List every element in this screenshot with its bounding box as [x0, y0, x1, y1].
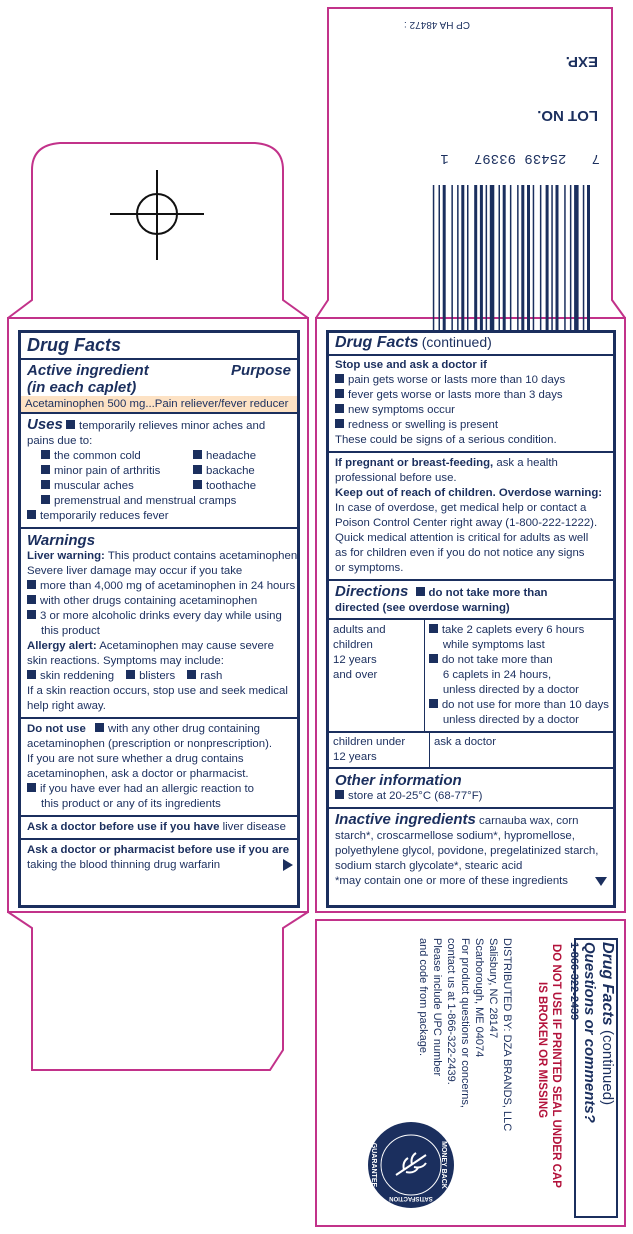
liver-warning-text: This product contains acetaminophen. — [107, 550, 301, 562]
uses-heading: Uses — [27, 416, 63, 433]
liver-bullet: 3 or more alcoholic drinks every day while using — [40, 610, 282, 622]
allergy-after-2: help right away. — [27, 700, 106, 712]
bullet-icon — [335, 404, 344, 413]
adults-direction: 6 caplets in 24 hours, — [442, 669, 552, 681]
registration-mark-icon — [108, 168, 208, 268]
adults-label: and over — [333, 669, 378, 681]
allergy-item: rash — [200, 670, 223, 682]
barcode-bar — [451, 185, 453, 350]
directions-text-2: directed (see overdose warning) — [335, 602, 510, 614]
seal-warning-2: IS BROKEN OR MISSING — [536, 982, 548, 1119]
overdose-line: Poison Control Center right away (1-800-222-1222). — [335, 517, 598, 529]
bullet-icon — [66, 420, 75, 429]
panel-title: Drug Facts — [27, 335, 122, 355]
stop-after: These could be signs of a serious condition. — [335, 434, 557, 446]
barcode-area — [330, 10, 610, 210]
bullet-icon — [41, 465, 50, 474]
pregnant-text-2: professional before use. — [335, 472, 457, 484]
barcode-bar — [467, 185, 469, 350]
bullet-icon — [429, 654, 438, 663]
liver-bullet: with other drugs containing acetaminophen — [40, 595, 258, 607]
lot-label: LOT NO. — [537, 107, 598, 124]
stop-item: new symptoms occur — [348, 404, 455, 416]
uses-item: headache — [206, 450, 257, 462]
barcode-bar — [527, 185, 530, 350]
barcode-digits: 7 25439 93397 1 — [440, 150, 600, 166]
bullet-icon — [27, 595, 36, 604]
distributor-line: contact us at 1-866-322-2439. — [445, 938, 457, 1085]
liver-bullet-cont: this product — [41, 625, 100, 637]
other-info-item: store at 20-25°C (68-77°F) — [348, 790, 483, 802]
warnings-heading: Warnings — [27, 532, 96, 549]
barcode-bar — [546, 185, 549, 350]
directions-heading: Directions — [335, 583, 409, 600]
barcode-bar — [583, 185, 585, 350]
pregnant-label: If pregnant or breast-feeding, — [335, 457, 494, 469]
uses-item: muscular aches — [54, 480, 134, 492]
children-direction: ask a doctor — [434, 736, 497, 748]
barcode-bar — [480, 185, 483, 350]
stop-item: fever gets worse or lasts more than 3 days — [348, 389, 563, 401]
barcode-bar — [574, 185, 579, 350]
uses-intro-2: pains due to: — [27, 435, 93, 447]
uses-intro: temporarily relieves minor aches and — [79, 420, 266, 432]
bullet-icon — [41, 450, 50, 459]
distributor-line: Please include UPC number — [431, 938, 443, 1077]
barcode-bar — [556, 185, 559, 350]
bullet-icon — [187, 670, 196, 679]
distributor-line: Salisbury, NC 28147 — [487, 938, 499, 1039]
questions-heading: Questions or comments? — [581, 942, 598, 1123]
uses-item: toothache — [206, 480, 257, 492]
pregnant-text: ask a health — [496, 457, 558, 469]
badge-text-side: SATISFACTION — [389, 1195, 433, 1201]
children-label: 12 years — [333, 751, 377, 763]
adults-direction: unless directed by a doctor — [442, 684, 579, 696]
bullet-icon — [126, 670, 135, 679]
allergy-alert-label: Allergy alert: — [27, 640, 97, 652]
other-info-heading: Other information — [335, 772, 462, 789]
barcode-bar — [433, 185, 435, 350]
stop-item: pain gets worse or lasts more than 10 days — [348, 374, 566, 386]
barcode-bar — [474, 185, 477, 350]
distributor-line: Scarborough, ME 04074 — [473, 938, 485, 1058]
exp-label: EXP. — [565, 53, 598, 70]
phone-number: 1-866-322-2439 — [568, 942, 580, 1021]
barcode-icon — [380, 180, 590, 350]
bullet-icon — [193, 465, 202, 474]
allergy-alert-text-2: skin reactions. Symptoms may include: — [27, 655, 224, 667]
directions-text: do not take more than — [428, 587, 548, 599]
adults-direction: take 2 caplets every 6 hours — [441, 624, 585, 636]
uses-item: backache — [206, 465, 255, 477]
money-back-guarantee-badge — [366, 1120, 456, 1210]
bottom-title-cont: (continued) — [599, 1030, 616, 1106]
adults-direction: while symptoms last — [442, 639, 545, 651]
bullet-icon — [41, 480, 50, 489]
do-not-use-line: acetaminophen, ask a doctor or pharmacist. — [27, 768, 249, 780]
barcode-bar — [533, 185, 535, 350]
adults-direction: do not use for more than 10 days — [441, 699, 609, 711]
liver-bullet: more than 4,000 mg of acetaminophen in 24 hours — [40, 580, 296, 592]
bullet-icon — [335, 790, 344, 799]
purpose-heading: Purpose — [230, 362, 291, 379]
barcode-bar — [486, 185, 488, 350]
do-not-use-line: If you are not sure whether a drug contains — [27, 753, 244, 765]
active-ingredient-sub: (in each caplet) — [27, 379, 137, 396]
badge-text-top: MONEY BACK — [440, 1141, 447, 1189]
barcode-bar — [461, 185, 464, 350]
inactive-line: sodium starch glycolate*, stearic acid — [335, 860, 523, 872]
inactive-heading: Inactive ingredients — [335, 811, 476, 828]
do-not-use-line: acetaminophen (prescription or nonprescription). — [27, 738, 273, 750]
inactive-line: polyethylene glycol, povidone, pregelatinized starch, — [335, 845, 599, 857]
children-label: children under — [333, 736, 406, 748]
do-not-use-text: with any other drug containing — [108, 723, 261, 735]
do-not-use-bullet-2: this product or any of its ingredients — [41, 798, 221, 810]
distributor-line: For product questions or concerns, — [459, 938, 471, 1108]
barcode-bar — [499, 185, 501, 350]
bullet-icon — [193, 450, 202, 459]
bullet-icon — [27, 670, 36, 679]
uses-item: the common cold — [54, 450, 141, 462]
allergy-after: If a skin reaction occurs, stop use and seek medical — [27, 685, 288, 697]
active-ingredient-line: Acetaminophen 500 mg...Pain reliever/fever reducer — [21, 396, 297, 414]
allergy-item: skin reddening — [40, 670, 115, 682]
barcode-bar — [517, 185, 519, 350]
inactive-note: *may contain one or more of these ingredients — [335, 875, 569, 887]
ask-doctor-condition: liver disease — [222, 821, 286, 833]
barcode-bar — [457, 185, 459, 350]
uses-fever: temporarily reduces fever — [40, 510, 169, 522]
ask-doctor-label: Ask a doctor before use if you have — [27, 821, 220, 833]
continue-down-arrow-icon — [595, 877, 607, 886]
bottom-title: Drug Facts — [599, 942, 616, 1026]
bullet-icon — [27, 580, 36, 589]
bullet-icon — [27, 510, 36, 519]
do-not-use-label: Do not use — [27, 723, 86, 735]
inactive-line: starch*, croscarmellose sodium*, hypromellose, — [335, 830, 575, 842]
barcode-bar — [587, 185, 590, 350]
bullet-icon — [27, 610, 36, 619]
drug-facts-panel-right — [326, 330, 616, 908]
ask-pharmacist-text: taking the blood thinning drug warfarin — [27, 859, 221, 871]
bottom-panel — [316, 920, 625, 1226]
keep-out-label: Keep out of reach of children. Overdose warning: — [335, 487, 603, 499]
barcode-bar — [570, 185, 572, 350]
do-not-use-bullet: if you have ever had an allergic reaction to — [40, 783, 255, 795]
bullet-icon — [429, 699, 438, 708]
adults-direction: do not take more than — [441, 654, 553, 666]
bullet-icon — [429, 624, 438, 633]
adults-label: adults and — [333, 624, 386, 636]
overdose-line: In case of overdose, get medical help or contact a — [335, 502, 587, 514]
panel-title: Drug Facts — [335, 334, 419, 351]
liver-warning-text-2: Severe liver damage may occur if you take — [27, 565, 243, 577]
adults-direction: unless directed by a doctor — [442, 714, 579, 726]
bullet-icon — [335, 374, 344, 383]
stop-item: redness or swelling is present — [348, 419, 499, 431]
bullet-icon — [27, 783, 36, 792]
barcode-bar — [521, 185, 524, 350]
continue-arrow-icon — [283, 859, 293, 871]
liver-warning-label: Liver warning: — [27, 550, 105, 562]
barcode-bar — [439, 185, 441, 350]
ask-pharmacist-label: Ask a doctor or pharmacist before use if you are — [27, 844, 290, 856]
bullet-icon — [193, 480, 202, 489]
active-ingredient-heading: Active ingredient — [27, 362, 149, 379]
panel-title-cont: (continued) — [421, 334, 492, 350]
overdose-line: as for children even if you do not notice any signs — [335, 547, 585, 559]
bullet-icon — [41, 495, 50, 504]
barcode-bar — [490, 185, 495, 350]
stop-use-heading: Stop use and ask a doctor if — [335, 359, 487, 371]
seal-warning-1: DO NOT USE IF PRINTED SEAL UNDER CAP — [550, 944, 562, 1188]
bullet-icon — [95, 723, 104, 732]
distributor-line: and code from package. — [417, 938, 429, 1057]
barcode-bar — [551, 185, 553, 350]
barcode-bar — [540, 185, 542, 350]
uses-item: minor pain of arthritis — [54, 465, 161, 477]
drug-facts-panel-left — [18, 330, 300, 908]
barcode-bar — [503, 185, 506, 350]
overdose-line: Quick medical attention is critical for adults as well — [335, 532, 589, 544]
overdose-line: or symptoms. — [335, 562, 404, 574]
bullet-icon — [416, 587, 425, 596]
lot-code: CP HA 48472 : — [404, 19, 470, 30]
badge-text-bottom: GUARANTEE — [370, 1142, 377, 1188]
barcode-bar — [443, 185, 446, 350]
barcode-bar — [564, 185, 566, 350]
adults-label: 12 years — [333, 654, 377, 666]
barcode-bar — [510, 185, 512, 350]
allergy-item: blisters — [139, 670, 176, 682]
allergy-alert-text: Acetaminophen may cause severe — [99, 640, 274, 652]
distributor-line: DISTRIBUTED BY: DZA BRANDS, LLC — [501, 938, 513, 1132]
inactive-line: carnauba wax, corn — [479, 815, 579, 827]
adults-label: children — [333, 639, 373, 651]
uses-cramps: premenstrual and menstrual cramps — [54, 495, 237, 507]
bullet-icon — [335, 419, 344, 428]
bullet-icon — [335, 389, 344, 398]
